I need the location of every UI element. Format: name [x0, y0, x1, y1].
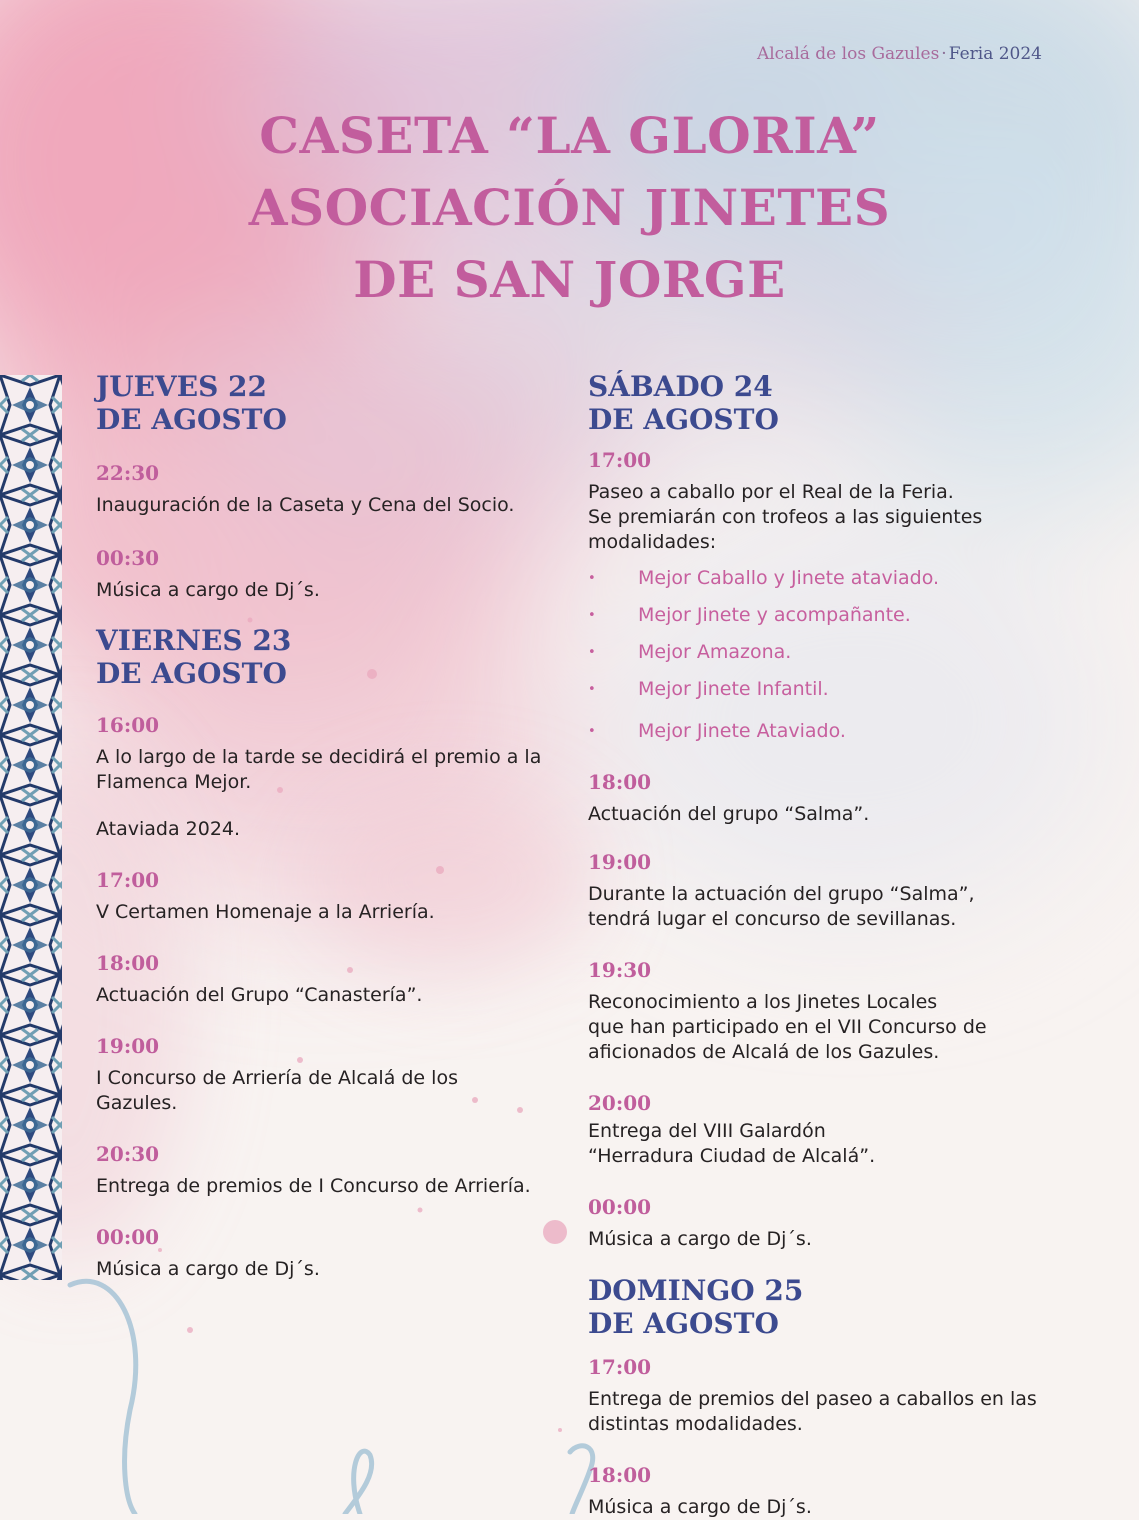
event-time: 18:00: [588, 1463, 652, 1487]
tile-pattern-strip: [0, 375, 62, 1280]
event-time: 20:00: [588, 1091, 652, 1115]
event-time: 00:30: [96, 546, 160, 570]
day-heading-line-1: SÁBADO 24: [588, 370, 773, 403]
event-text: Se premiarán con trofeos a las siguientes: [588, 506, 983, 528]
list-item: • Mejor Caballo y Jinete ataviado.: [588, 566, 1068, 591]
event-text: modalidades:: [588, 531, 717, 553]
event-text: Música a cargo de Dj´s.: [588, 1496, 812, 1518]
day-saturday: [588, 370, 1068, 436]
day-friday: [96, 624, 566, 690]
title-line-2: ASOCIACIÓN JINETES: [248, 178, 891, 237]
event-text: Entrega de premios del paseo a caballos en las: [588, 1388, 1037, 1410]
event-text-extra: Ataviada 2024.: [96, 818, 241, 840]
event-text: distintas modalidades.: [588, 1413, 803, 1435]
list-item: • Mejor Jinete y acompañante.: [588, 603, 1068, 628]
day-heading-line-2: DE AGOSTO: [588, 1307, 779, 1340]
event-text: Música a cargo de Dj´s.: [588, 1228, 812, 1250]
list-item: • Mejor Amazona.: [588, 640, 1068, 665]
event-time: 19:00: [588, 850, 652, 874]
header-tag: [757, 44, 1042, 64]
header-separator: ·: [941, 44, 947, 64]
event-text: V Certamen Homenaje a la Arriería.: [96, 901, 435, 923]
event-time: 17:00: [96, 868, 160, 892]
day-heading-line-1: DOMINGO 25: [588, 1274, 804, 1307]
schedule-right-column: [588, 370, 1068, 1520]
event-time: 18:00: [96, 951, 160, 975]
day-heading-line-1: JUEVES 22: [96, 370, 268, 403]
event-time: 19:30: [588, 958, 652, 982]
event-text: aficionados de Alcalá de los Gazules.: [588, 1041, 940, 1063]
event-text: Entrega del VIII Galardón: [588, 1120, 826, 1142]
event-time: 16:00: [96, 713, 160, 737]
event-text: Música a cargo de Dj´s.: [96, 579, 320, 601]
schedule-left-column: [96, 370, 566, 1282]
event-time: 17:00: [588, 448, 652, 472]
event-text: Actuación del grupo “Salma”.: [588, 803, 870, 825]
day-heading-line-2: DE AGOSTO: [588, 403, 779, 436]
event-text: Entrega de premios de I Concurso de Arriería.: [96, 1175, 531, 1197]
list-item: • Mejor Jinete Infantil.: [588, 677, 1068, 702]
event-text: Música a cargo de Dj´s.: [96, 1258, 320, 1280]
day-thursday: [96, 370, 566, 436]
event-text: que han participado en el VII Concurso de: [588, 1016, 987, 1038]
event-text: I Concurso de Arriería de Alcalá de los: [96, 1067, 458, 1089]
page-title: [0, 100, 1139, 316]
event-time: 20:30: [96, 1142, 160, 1166]
title-line-3: DE SAN JORGE: [353, 250, 786, 309]
day-sunday: [588, 1274, 1068, 1340]
day-heading-line-2: DE AGOSTO: [96, 657, 287, 690]
event-text: tendrá lugar el concurso de sevillanas.: [588, 908, 957, 930]
event-text: Flamenca Mejor.: [96, 771, 252, 793]
event-text: Durante la actuación del grupo “Salma”,: [588, 883, 975, 905]
event-text: Paseo a caballo por el Real de la Feria.: [588, 481, 954, 503]
day-heading-line-1: VIERNES 23: [96, 624, 292, 657]
event-time: 17:00: [588, 1355, 652, 1379]
event-time: 19:00: [96, 1034, 160, 1058]
day-heading-line-2: DE AGOSTO: [96, 403, 287, 436]
event-text: Inauguración de la Caseta y Cena del Socio.: [96, 494, 515, 516]
event-time: 00:00: [588, 1195, 652, 1219]
title-line-1: CASETA “LA GLORIA”: [259, 106, 880, 165]
award-categories-list: [588, 566, 1068, 744]
event-text: “Herradura Ciudad de Alcalá”.: [588, 1145, 876, 1167]
event-text: Actuación del Grupo “Canastería”.: [96, 984, 423, 1006]
header-edition: Feria 2024: [948, 44, 1042, 64]
header-place: Alcalá de los Gazules: [756, 44, 940, 64]
list-item: • Mejor Jinete Ataviado.: [588, 719, 1068, 744]
event-time: 18:00: [588, 770, 652, 794]
event-text: Gazules.: [96, 1092, 178, 1114]
event-text: Reconocimiento a los Jinetes Locales: [588, 991, 938, 1013]
event-text: A lo largo de la tarde se decidirá el premio a la: [96, 746, 542, 768]
event-time: 00:00: [96, 1225, 160, 1249]
event-time: 22:30: [96, 461, 160, 485]
